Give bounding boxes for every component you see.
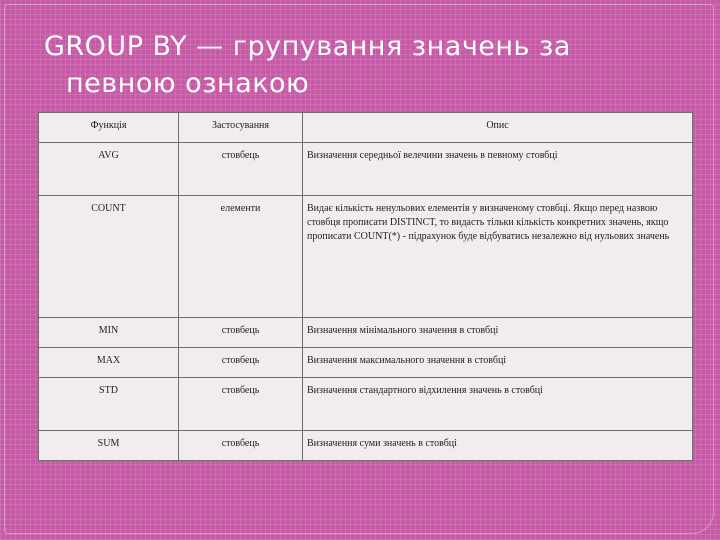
table-row (39, 143, 693, 196)
function-applies-to: стовбець (179, 431, 303, 461)
function-description: Визначення стандартного відхилення значень в стовбці (303, 378, 693, 431)
function-name: STD (39, 378, 179, 431)
function-name: MIN (39, 318, 179, 348)
header-applies-to: Застосування (179, 113, 303, 143)
function-applies-to: стовбець (179, 378, 303, 431)
function-applies-to: стовбець (179, 143, 303, 196)
function-description: Визначення мінімального значення в стовбці (303, 318, 693, 348)
function-applies-to: елементи (179, 196, 303, 318)
slide-title-line-1: GROUP BY — групування значень за (44, 31, 571, 62)
function-name: COUNT (39, 196, 179, 318)
table-row (39, 196, 693, 318)
function-name: SUM (39, 431, 179, 461)
slide-title-line-2: певною ознакою (66, 68, 310, 99)
function-name: MAX (39, 348, 179, 378)
function-description: Визначення середньої велечини значень в певному стовбці (303, 143, 693, 196)
table-row (39, 431, 693, 461)
function-description: Визначення суми значень в стовбці (303, 431, 693, 461)
function-applies-to: стовбець (179, 348, 303, 378)
header-function: Функція (39, 113, 179, 143)
table-row (39, 378, 693, 431)
function-description: Видає кількість ненульових елементів у визначеному стовбці. Якщо перед назвою стовбця прописати DISTINCT, то видасть тільки кількість конкретних значень, якщо прописати COUNT(*) - підрахунок буде відбуватись незалежно від нульових значень (303, 196, 693, 318)
function-description: Визначення максимального значення в стовбці (303, 348, 693, 378)
table-row (39, 318, 693, 348)
table-row (39, 348, 693, 378)
slide-title (44, 28, 704, 102)
table-header-row (39, 113, 693, 143)
aggregate-functions-table (38, 112, 693, 461)
function-applies-to: стовбець (179, 318, 303, 348)
header-description: Опис (303, 113, 693, 143)
function-name: AVG (39, 143, 179, 196)
